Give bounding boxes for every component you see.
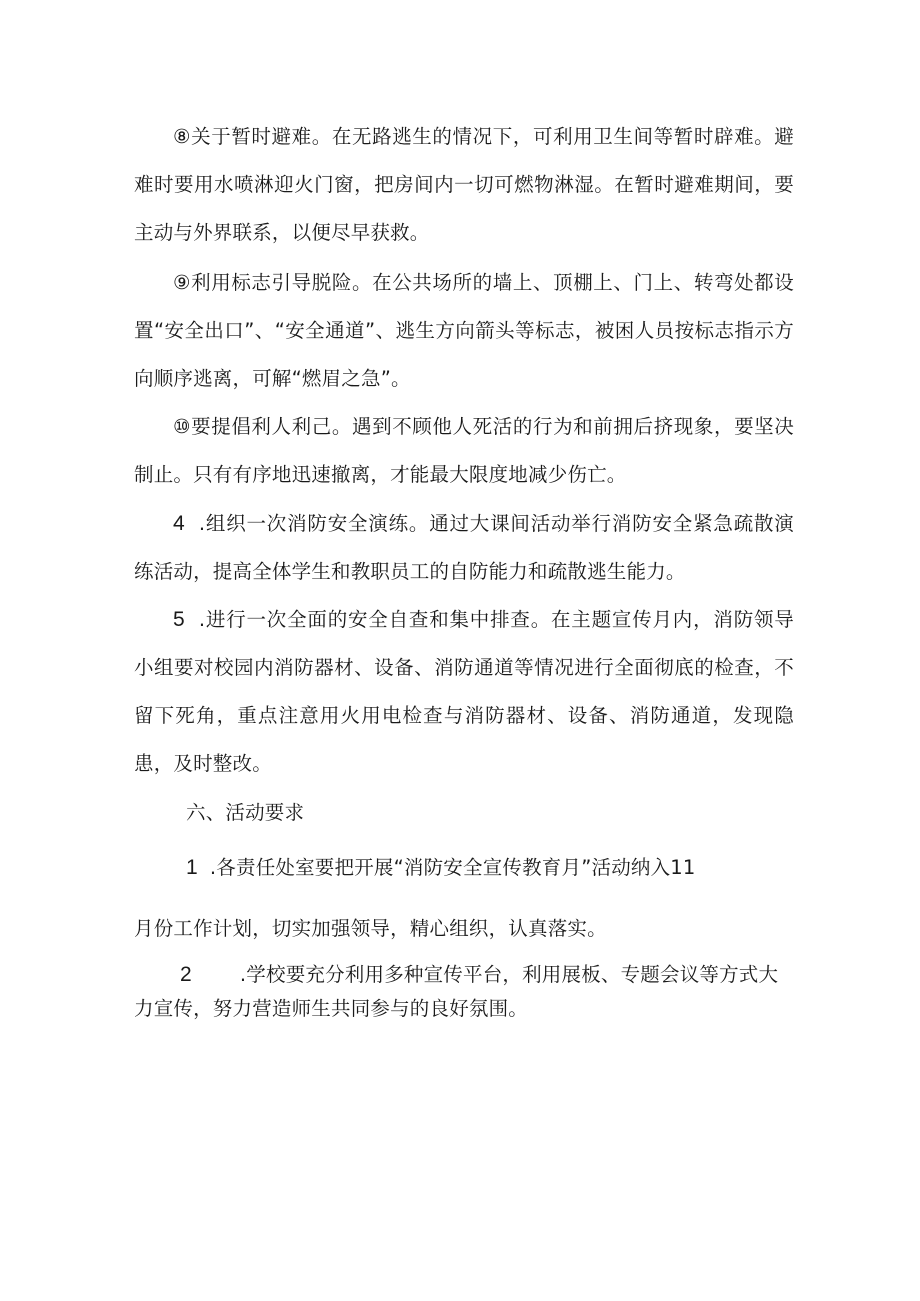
paragraph-temporary-refuge: [134, 113, 794, 257]
paragraph-fire-drill: [134, 500, 794, 596]
line-text: .学校要充分利用多种宣传平台，利用展板、专题会议等方式大: [239, 963, 779, 986]
paragraph-text: .组织一次消防安全演练。通过大课间活动举行消防安全紧急疏散演练活动，提高全体学生和教职员工的自防能力和疏散逃生能力。: [134, 512, 794, 583]
item-number: 5: [173, 608, 185, 631]
paragraph-orderly-evacuation: [134, 403, 794, 499]
line-text: .各责任处室要把开展“消防安全宣传教育月”活动纳入11: [209, 856, 696, 879]
requirement-1-line-1: [186, 853, 696, 883]
item-number: 2: [180, 963, 192, 986]
paragraph-text: .进行一次全面的安全自查和集中排查。在主题宣传月内，消防领导小组要对校园内消防器材、设备、消防通道等情况进行全面彻底的检查，不留下死角，重点注意用火用电检查与消防器材、设备、消防通道，发现隐患，及时整改。: [134, 608, 794, 775]
requirement-2-line-2: 力宣传，努力营造师生共同参与的良好氛围。: [134, 997, 529, 1020]
paragraph-safety-inspection: [134, 596, 794, 788]
requirement-1-line-2: 月份工作计划，切实加强领导，精心组织，认真落实。: [134, 917, 607, 940]
paragraph-text: ⑩要提倡利人利己。遇到不顾他人死活的行为和前拥后挤现象，要坚决制止。只有有序地迅速撤离，才能最大限度地减少伤亡。: [134, 415, 794, 486]
paragraph-escape-signs: [134, 259, 794, 403]
item-number: 4: [173, 512, 185, 535]
paragraph-text: ⑨利用标志引导脱险。在公共场所的墙上、顶棚上、门上、转弯处都设置“安全出口”、“安全通道”、逃生方向箭头等标志，被困人员按标志指示方向顺序逃离，可解“燃眉之急”。: [134, 271, 794, 390]
requirement-2-line-1: [180, 960, 778, 990]
section-heading: 六、活动要求: [186, 801, 305, 824]
item-number: 1: [186, 856, 198, 879]
paragraph-text: ⑧关于暂时避难。在无路逃生的情况下，可利用卫生间等暂时辟难。避难时要用水喷淋迎火门窗，把房间内一切可燃物淋湿。在暂时避难期间，要主动与外界联系，以便尽早获救。: [134, 125, 794, 244]
